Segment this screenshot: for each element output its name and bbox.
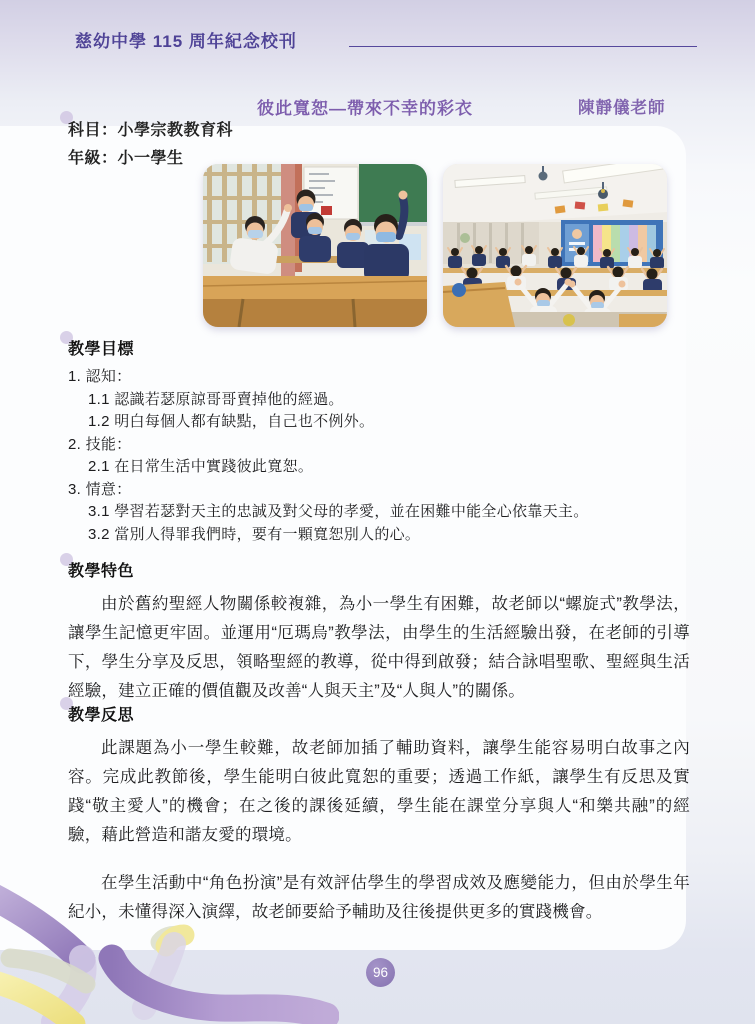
classroom-photo-right — [443, 164, 667, 327]
features-heading: 教學特色 — [68, 563, 135, 580]
objective-item: 2.1 在日常生活中實踐彼此寬恕。 — [88, 458, 314, 475]
reflection-paragraph-1: 此課題為小一學生較難，故老師加插了輔助資料，讓學生能容易明白故事之內容。完成此教節後，學生能明白彼此寬恕的重要；透過工作紙，讓學生有反思及實踐“敬主愛人”的機會；在之後的課後延續，學生能在課堂分享與人“和樂共融”的經驗，藉此營造和諧友愛的環境。 — [68, 739, 690, 844]
classroom-students-raising-arms-illustration — [443, 164, 667, 327]
students-discussing-at-desks-illustration — [203, 164, 427, 327]
objective-item: 1.2 明白每個人都有缺點，自己也不例外。 — [88, 413, 375, 430]
grade-line: 年級：小一學生 — [68, 150, 184, 167]
objective-item: 3.1 學習若瑟對天主的忠誠及對父母的孝愛，並在困難中能全心依靠天主。 — [88, 503, 589, 520]
objectives-heading: 教學目標 — [68, 341, 135, 358]
objective-item: 3. 情意： — [68, 480, 132, 498]
page-header-title: 慈幼中學 115 周年紀念校刊 — [75, 32, 297, 51]
page-number: 96 — [372, 965, 389, 980]
article-author: 陳靜儀老師 — [578, 99, 666, 117]
ribbon-decoration — [0, 846, 339, 1024]
section-objectives — [68, 336, 690, 546]
objectives-list — [68, 366, 690, 546]
objective-item: 2. 技能： — [68, 435, 132, 453]
objective-item: 1. 認知： — [68, 368, 132, 385]
article-title: 彼此寬恕—帶來不幸的彩衣 — [257, 99, 473, 118]
reflection-heading: 教學反思 — [68, 707, 135, 724]
classroom-photo-left — [203, 164, 427, 327]
objective-item: 1.1 認識若瑟原諒哥哥賣掉他的經過。 — [88, 390, 344, 408]
header-rule — [349, 46, 697, 47]
features-paragraph: 由於舊約聖經人物關係較複雜，為小一學生有困難，故老師以“螺旋式”教學法，讓學生記憶更牢固。並運用“厄瑪烏”教學法，由學生的生活經驗出發，在老師的引導下，學生分享及反思，領略聖經的教導，從中得到啟發；結合詠唱聖歌、聖經與生活經驗，建立正確的價值觀及改善“人與天主”及“人與人”的關係。 — [68, 595, 690, 700]
subject-line: 科目：小學宗教教育科 — [68, 122, 234, 139]
objective-item: 3.2 當別人得罪我們時，要有一顆寬恕別人的心。 — [88, 525, 421, 543]
section-features — [68, 558, 690, 706]
reflection-paragraph-2: 在學生活動中“角色扮演”是有效評估學生的學習成效及應變能力，但由於學生年紀小，未懂得深入演繹，故老師要給予輔助及往後提供更多的實踐機會。 — [68, 874, 690, 921]
page-number-badge — [366, 958, 395, 987]
